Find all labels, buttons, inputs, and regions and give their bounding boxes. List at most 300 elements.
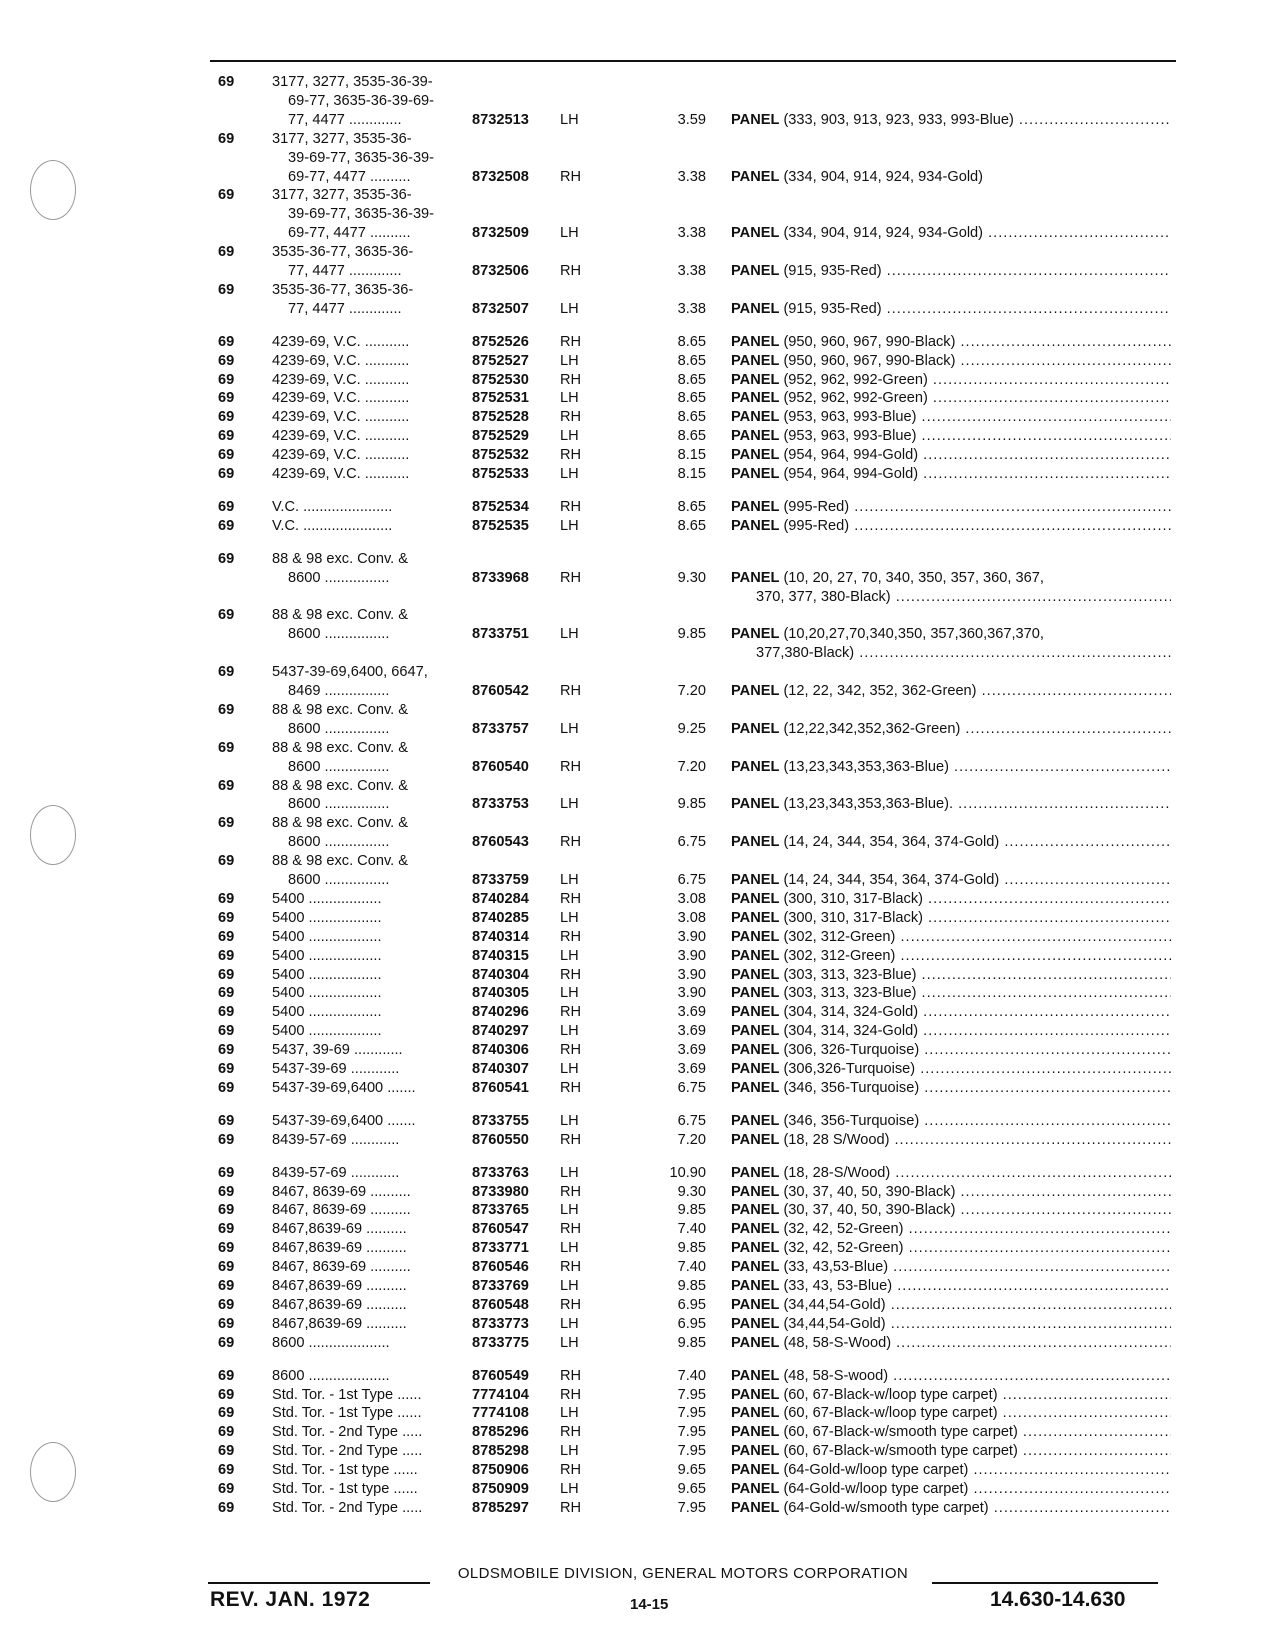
part-number-cell: 8732509: [472, 225, 529, 242]
model-cell: 39-69-77, 3635-36-39-: [288, 149, 435, 166]
description-cell: [731, 625, 1171, 644]
model-cell: 5437-39-69,6400, 6647,: [272, 664, 428, 681]
table-row: [0, 1404, 1272, 1423]
description-keyword: PANEL: [731, 1131, 780, 1148]
model-cell: 8467,8639-69 ..........: [272, 1221, 407, 1238]
description-text: (334, 904, 914, 924, 934-Gold): [779, 168, 984, 185]
year-cell: 69: [218, 498, 235, 515]
description-text: (303, 313, 323-Blue): [779, 966, 917, 983]
table-row: [0, 682, 1272, 701]
description-cell: [731, 427, 1171, 446]
model-cell: 5437, 39-69 ............: [272, 1042, 403, 1059]
model-cell: 8600 ................: [288, 834, 390, 851]
part-number-cell: 8740307: [472, 1061, 529, 1077]
table-row: [0, 281, 1272, 300]
model-cell: Std. Tor. - 1st Type ......: [272, 1386, 422, 1403]
price-cell: 7.95: [677, 1386, 706, 1403]
description-text: (952, 962, 992-Green): [779, 390, 928, 407]
price-cell: 8.15: [677, 447, 706, 464]
description-text: (303, 313, 323-Blue): [779, 985, 917, 1002]
price-cell: 9.65: [677, 1481, 706, 1497]
table-row: [0, 550, 1272, 569]
table-row: [0, 1201, 1272, 1220]
model-cell: 4239-69, V.C. ...........: [272, 466, 410, 482]
description-text: (48, 58-S-Wood): [779, 1334, 892, 1351]
year-cell: 69: [218, 1164, 235, 1181]
description-cell: [731, 1239, 1171, 1258]
description-cell: [731, 1201, 1171, 1220]
price-cell: 7.95: [677, 1405, 706, 1422]
side-cell: LH: [560, 1405, 579, 1422]
price-cell: 8.65: [677, 517, 706, 534]
description-keyword: PANEL: [731, 390, 780, 407]
side-cell: LH: [560, 390, 579, 407]
table-row: [0, 224, 1272, 243]
description-keyword: PANEL: [731, 1405, 780, 1422]
price-cell: 9.85: [677, 1334, 706, 1351]
year-cell: 69: [218, 1259, 235, 1276]
part-number-cell: 8733980: [472, 1183, 529, 1200]
model-cell: 5400 ..................: [272, 985, 382, 1002]
model-cell: 5400 ..................: [272, 966, 382, 983]
model-cell: 4239-69, V.C. ...........: [272, 371, 410, 388]
description-cell: [731, 333, 1171, 352]
footer-section-ref: 14.630-14.630: [990, 1588, 1126, 1611]
description-cell: [731, 682, 1171, 701]
model-cell: 77, 4477 .............: [288, 263, 402, 279]
model-cell: 8600 ....................: [272, 1367, 390, 1384]
description-text: (30, 37, 40, 50, 390-Black): [779, 1183, 956, 1200]
description-keyword: PANEL: [731, 300, 780, 317]
year-cell: 69: [218, 1315, 235, 1332]
description-text: (304, 314, 324-Gold): [779, 1004, 919, 1021]
year-cell: 69: [218, 966, 235, 983]
description-text: (18, 28 S/Wood): [779, 1131, 890, 1148]
description-keyword: PANEL: [731, 1443, 780, 1460]
year-cell: 69: [218, 1061, 235, 1077]
price-cell: 3.38: [677, 263, 706, 279]
description-keyword: PANEL: [731, 909, 780, 926]
price-cell: 8.65: [677, 428, 706, 445]
part-number-cell: 8733763: [472, 1164, 529, 1181]
model-cell: 8600 ................: [288, 720, 390, 737]
description-text: (954, 964, 994-Gold): [779, 466, 919, 482]
description-cell: [731, 569, 1171, 588]
year-cell: 69: [218, 130, 235, 147]
description-text: (302, 312-Green): [779, 928, 896, 945]
description-cell: [731, 758, 1171, 777]
model-cell: 77, 4477 .............: [288, 300, 402, 317]
side-cell: RH: [560, 333, 582, 350]
description-keyword: PANEL: [731, 1499, 780, 1516]
model-cell: 5437-39-69 ............: [272, 1061, 400, 1077]
description-text: (64-Gold-w/smooth type carpet): [779, 1499, 989, 1516]
year-cell: 69: [218, 1462, 235, 1479]
description-keyword: PANEL: [731, 371, 780, 388]
description-cell: [731, 111, 1171, 130]
side-cell: LH: [560, 947, 579, 964]
part-number-cell: 8752535: [472, 517, 529, 534]
description-cell: [731, 446, 1171, 465]
description-keyword: PANEL: [731, 447, 780, 464]
table-row: [0, 1334, 1272, 1353]
price-cell: 8.65: [677, 352, 706, 369]
description-text: (30, 37, 40, 50, 390-Black): [779, 1202, 956, 1219]
part-number-cell: 8752530: [472, 371, 529, 388]
model-cell: V.C. ......................: [272, 498, 393, 515]
description-cell: [731, 795, 1171, 814]
footer-publisher: OLDSMOBILE DIVISION, GENERAL MOTORS CORPORATION: [457, 1565, 909, 1582]
table-row: [0, 871, 1272, 890]
description-text: (12,22,342,352,362-Green): [779, 720, 961, 737]
description-keyword: PANEL: [731, 1462, 780, 1479]
side-cell: LH: [560, 1443, 579, 1460]
year-cell: 69: [218, 701, 235, 718]
description-text: (950, 960, 967, 990-Black): [779, 333, 956, 350]
year-cell: 69: [218, 74, 235, 90]
table-row: [0, 168, 1272, 187]
model-cell: 88 & 98 exc. Conv. &: [272, 550, 409, 567]
description-cell: [731, 1164, 1171, 1183]
description-keyword: PANEL: [731, 498, 780, 515]
model-cell: 4239-69, V.C. ...........: [272, 333, 410, 350]
table-row: [0, 1060, 1272, 1079]
price-cell: 3.08: [677, 890, 706, 907]
description-keyword: PANEL: [731, 409, 780, 426]
year-cell: 69: [218, 1405, 235, 1422]
description-keyword: PANEL: [731, 1004, 780, 1021]
description-keyword: PANEL: [731, 720, 780, 737]
model-cell: 8439-57-69 ............: [272, 1164, 400, 1181]
table-row: [0, 1131, 1272, 1150]
year-cell: 69: [218, 281, 235, 298]
description-cell: [731, 1461, 1171, 1480]
description-keyword: PANEL: [731, 352, 780, 369]
footer-revision: REV. JAN. 1972: [210, 1588, 371, 1611]
part-number-cell: 8740304: [472, 966, 529, 983]
description-text: (34,44,54-Gold): [779, 1296, 886, 1313]
model-cell: 4239-69, V.C. ...........: [272, 352, 410, 369]
price-cell: 6.75: [677, 834, 706, 851]
price-cell: 10.90: [669, 1164, 706, 1181]
model-cell: 88 & 98 exc. Conv. &: [272, 607, 409, 624]
year-cell: 69: [218, 1481, 235, 1497]
description-cell: [731, 168, 1171, 187]
footer-rule-right: [932, 1582, 1158, 1584]
model-cell: 5437-39-69,6400 .......: [272, 1112, 416, 1129]
price-cell: 3.90: [677, 928, 706, 945]
description-text: (64-Gold-w/loop type carpet): [779, 1481, 969, 1497]
year-cell: 69: [218, 428, 235, 445]
table-row: [0, 149, 1272, 168]
description-keyword: PANEL: [731, 626, 780, 643]
table-row: [0, 1164, 1272, 1183]
part-number-cell: 8760542: [472, 683, 529, 699]
table-row: [0, 928, 1272, 947]
part-number-cell: 8752534: [472, 498, 529, 515]
side-cell: LH: [560, 1202, 579, 1219]
description-keyword: PANEL: [731, 466, 780, 482]
table-row: [0, 1386, 1272, 1405]
model-cell: V.C. ......................: [272, 517, 393, 534]
part-number-cell: 8760541: [472, 1079, 529, 1096]
part-number-cell: 8733759: [472, 872, 529, 888]
description-keyword: PANEL: [731, 1240, 780, 1257]
table-row: [0, 1423, 1272, 1442]
description-text: (346, 356-Turquoise): [779, 1079, 920, 1096]
part-number-cell: 8750909: [472, 1481, 529, 1497]
description-cell: [731, 1296, 1171, 1315]
description-text: (60, 67-Black-w/loop type carpet): [779, 1386, 998, 1403]
price-cell: 8.65: [677, 333, 706, 350]
year-cell: 69: [218, 1386, 235, 1403]
part-number-cell: 8733751: [472, 626, 529, 643]
side-cell: RH: [560, 569, 582, 586]
description-text: (952, 962, 992-Green): [779, 371, 928, 388]
table-row: [0, 1499, 1272, 1518]
table-row: [0, 1480, 1272, 1499]
description-cell: [731, 1003, 1171, 1022]
year-cell: 69: [218, 1278, 235, 1294]
description-text: (60, 67-Black-w/smooth type carpet): [779, 1443, 1018, 1460]
description-text: 370, 377, 380-Black): [756, 588, 891, 605]
description-cell: [731, 465, 1171, 484]
side-cell: LH: [560, 1240, 579, 1257]
table-row: [0, 1022, 1272, 1041]
footer-rule-left: [208, 1582, 430, 1584]
model-cell: 69-77, 4477 ..........: [288, 225, 411, 242]
table-row: [0, 408, 1272, 427]
part-number-cell: 8733753: [472, 796, 529, 813]
table-row: [0, 517, 1272, 536]
description-cell: [731, 1386, 1171, 1405]
table-row: [0, 795, 1272, 814]
side-cell: RH: [560, 1004, 582, 1021]
side-cell: RH: [560, 1079, 582, 1096]
part-number-cell: 7774104: [472, 1386, 529, 1403]
table-row: [0, 300, 1272, 319]
year-cell: 69: [218, 815, 235, 832]
part-number-cell: 8752528: [472, 409, 529, 426]
price-cell: 7.40: [677, 1221, 706, 1238]
model-cell: 5400 ..................: [272, 890, 382, 907]
side-cell: RH: [560, 1424, 582, 1441]
table-row: [0, 1296, 1272, 1315]
table-row: [0, 73, 1272, 92]
description-text: (306,326-Turquoise): [779, 1061, 916, 1077]
description-keyword: PANEL: [731, 1259, 780, 1276]
side-cell: RH: [560, 966, 582, 983]
description-keyword: PANEL: [731, 683, 780, 699]
table-row: [0, 909, 1272, 928]
year-cell: 69: [218, 890, 235, 907]
description-cell: [731, 871, 1171, 890]
year-cell: 69: [218, 371, 235, 388]
model-cell: 3177, 3277, 3535-36-: [272, 187, 412, 204]
description-keyword: PANEL: [731, 1367, 780, 1384]
part-number-cell: 8750906: [472, 1462, 529, 1479]
side-cell: LH: [560, 300, 579, 317]
table-row: [0, 1442, 1272, 1461]
side-cell: RH: [560, 890, 582, 907]
table-row: [0, 701, 1272, 720]
part-number-cell: 8760547: [472, 1221, 529, 1238]
description-text: (302, 312-Green): [779, 947, 896, 964]
side-cell: LH: [560, 626, 579, 643]
table-row: [0, 1183, 1272, 1202]
table-row: [0, 465, 1272, 484]
model-cell: 8600 ................: [288, 626, 390, 643]
description-text: (333, 903, 913, 923, 933, 993-Blue): [779, 111, 1014, 128]
side-cell: RH: [560, 1499, 582, 1516]
part-number-cell: 8760549: [472, 1367, 529, 1384]
table-row: [0, 1461, 1272, 1480]
price-cell: 3.59: [677, 111, 706, 128]
part-number-cell: 8740284: [472, 890, 529, 907]
table-row: [0, 205, 1272, 224]
year-cell: 69: [218, 187, 235, 204]
description-cell: [731, 352, 1171, 371]
year-cell: 69: [218, 739, 235, 756]
description-cell: [731, 408, 1171, 427]
description-cell: [731, 1131, 1171, 1150]
table-row: [0, 852, 1272, 871]
side-cell: LH: [560, 985, 579, 1002]
price-cell: 7.40: [677, 1259, 706, 1276]
price-cell: 9.85: [677, 1240, 706, 1257]
part-number-cell: 8785296: [472, 1424, 529, 1441]
part-number-cell: 8732508: [472, 168, 529, 185]
model-cell: 8467,8639-69 ..........: [272, 1315, 407, 1332]
year-cell: 69: [218, 1042, 235, 1059]
price-cell: 3.90: [677, 966, 706, 983]
description-keyword: PANEL: [731, 1481, 780, 1497]
model-cell: 88 & 98 exc. Conv. &: [272, 701, 409, 718]
table-row: [0, 186, 1272, 205]
side-cell: RH: [560, 263, 582, 279]
side-cell: RH: [560, 1042, 582, 1059]
table-row: [0, 1277, 1272, 1296]
description-cell: [731, 498, 1171, 517]
side-cell: LH: [560, 352, 579, 369]
price-cell: 9.25: [677, 720, 706, 737]
price-cell: 7.95: [677, 1443, 706, 1460]
part-number-cell: 8732513: [472, 111, 529, 128]
side-cell: RH: [560, 758, 582, 775]
table-row: [0, 92, 1272, 111]
description-text: (915, 935-Red): [779, 263, 882, 279]
description-text: (995-Red): [779, 498, 850, 515]
description-cell: [731, 966, 1171, 985]
side-cell: RH: [560, 1462, 582, 1479]
model-cell: 8467, 8639-69 ..........: [272, 1183, 411, 1200]
model-cell: 8467, 8639-69 ..........: [272, 1259, 411, 1276]
model-cell: 88 & 98 exc. Conv. &: [272, 739, 409, 756]
side-cell: RH: [560, 1131, 582, 1148]
price-cell: 3.69: [677, 1042, 706, 1059]
description-keyword: PANEL: [731, 758, 780, 775]
price-cell: 3.38: [677, 225, 706, 242]
table-row: [0, 663, 1272, 682]
side-cell: LH: [560, 1334, 579, 1351]
model-cell: 4239-69, V.C. ...........: [272, 428, 410, 445]
description-text: 377,380-Black): [756, 645, 855, 662]
table-row: [0, 644, 1272, 663]
year-cell: 69: [218, 1367, 235, 1384]
part-number-cell: 8740315: [472, 947, 529, 964]
table-row: [0, 389, 1272, 408]
year-cell: 69: [218, 664, 235, 681]
description-cell: [731, 833, 1171, 852]
description-cell: [731, 1022, 1171, 1041]
description-text: (33, 43,53-Blue): [779, 1259, 889, 1276]
part-number-cell: 8740305: [472, 985, 529, 1002]
part-number-cell: 8733771: [472, 1240, 529, 1257]
model-cell: 8467,8639-69 ..........: [272, 1278, 407, 1294]
table-row: [0, 720, 1272, 739]
description-text: (60, 67-Black-w/loop type carpet): [779, 1405, 998, 1422]
description-text: (64-Gold-w/loop type carpet): [779, 1462, 969, 1479]
table-row: [0, 1220, 1272, 1239]
side-cell: LH: [560, 428, 579, 445]
description-text: (954, 964, 994-Gold): [779, 447, 919, 464]
description-cell: [731, 1499, 1171, 1518]
model-cell: 69-77, 3635-36-39-69-: [288, 92, 435, 109]
part-number-cell: 8733773: [472, 1315, 529, 1332]
side-cell: LH: [560, 1164, 579, 1181]
year-cell: 69: [218, 390, 235, 407]
description-cell: [756, 644, 1171, 663]
description-cell: [731, 947, 1171, 966]
description-keyword: PANEL: [731, 1183, 780, 1200]
price-cell: 9.30: [677, 569, 706, 586]
description-keyword: PANEL: [731, 1334, 780, 1351]
price-cell: 9.85: [677, 796, 706, 813]
model-cell: 77, 4477 .............: [288, 111, 402, 128]
table-row: [0, 1041, 1272, 1060]
table-row: [0, 814, 1272, 833]
side-cell: RH: [560, 371, 582, 388]
year-cell: 69: [218, 853, 235, 870]
side-cell: RH: [560, 498, 582, 515]
year-cell: 69: [218, 1183, 235, 1200]
table-row: [0, 130, 1272, 149]
side-cell: LH: [560, 111, 579, 128]
description-text: (950, 960, 967, 990-Black): [779, 352, 956, 369]
table-row: [0, 890, 1272, 909]
side-cell: RH: [560, 1259, 582, 1276]
description-text: (34,44,54-Gold): [779, 1315, 886, 1332]
description-cell: [731, 1480, 1171, 1499]
table-row: [0, 371, 1272, 390]
description-text: (13,23,343,353,363-Blue): [779, 758, 949, 775]
model-cell: 4239-69, V.C. ...........: [272, 447, 410, 464]
price-cell: 6.95: [677, 1296, 706, 1313]
side-cell: RH: [560, 168, 582, 185]
description-keyword: PANEL: [731, 796, 780, 813]
description-cell: [731, 1183, 1171, 1202]
side-cell: RH: [560, 447, 582, 464]
part-number-cell: 8732506: [472, 263, 529, 279]
model-cell: Std. Tor. - 1st type ......: [272, 1462, 418, 1479]
model-cell: Std. Tor. - 2nd Type .....: [272, 1424, 423, 1441]
year-cell: 69: [218, 777, 235, 794]
description-cell: [731, 1112, 1171, 1131]
description-keyword: PANEL: [731, 985, 780, 1002]
table-row: [0, 1079, 1272, 1098]
description-keyword: PANEL: [731, 333, 780, 350]
table-row: [0, 352, 1272, 371]
